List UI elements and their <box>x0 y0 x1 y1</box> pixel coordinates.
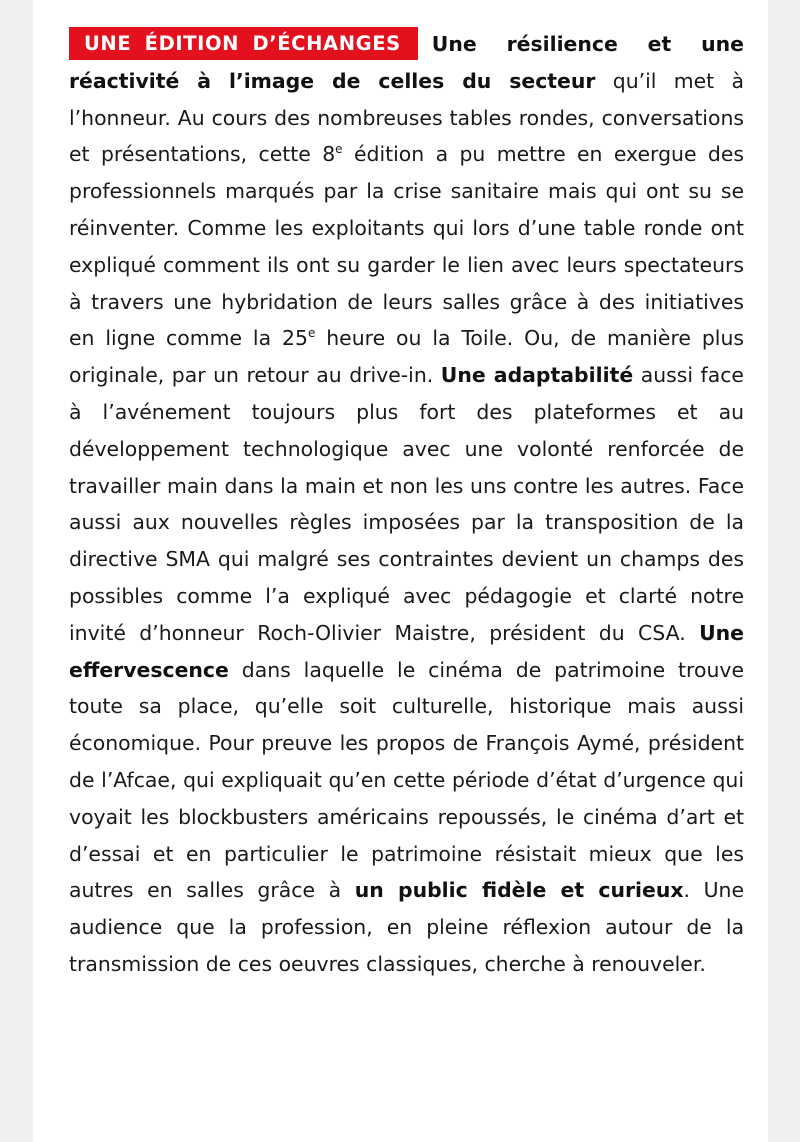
emphasis-effervescence: Une effervescence <box>69 620 744 682</box>
emphasis-adaptabilite: Une adaptabilité <box>440 363 634 388</box>
body-text-4: aussi face à l’avénement toujours plus fort des plateformes et au développement technologique avec une volonté renforcée de travailler main dans la main et non les uns contre les autres. Face aussi aux nouvelles règles imposées par la transposition de la directive SMA qui malgré ses contraintes devient un champs des possibles comme l’a expliqué avec pédagogie et clarté notre invité d’honneur Roch-Olivier Maistre, président du CSA. <box>69 363 744 645</box>
article-body <box>69 26 744 983</box>
page <box>33 0 768 1142</box>
body-text-6: . Une audience que la profession, en pleine réflexion autour de la transmission de ces oeuvres classiques, cherche à renouveler. <box>69 878 744 976</box>
section-kicker: UNE ÉDITION D’ÉCHANGES <box>69 27 418 60</box>
ordinal-suffix-1: e <box>335 142 343 157</box>
emphasis-public-fidele: un public fidèle et curieux <box>354 878 684 903</box>
body-text-1: qu’il met à l’honneur. Au cours des nombreuses tables rondes, conversations et présentations, cette 8 <box>69 68 744 167</box>
ordinal-suffix-2: e <box>307 326 316 341</box>
body-text-5: dans laquelle le cinéma de patrimoine trouve toute sa place, qu’elle soit culturelle, historique mais aussi économique. Pour preuve les propos de François Aymé, président de l’Afcae, qui expliquait qu’en cette période d’état d’urgence qui voyait les blockbusters américains repoussés, le cinéma d’art et d’essai et en particulier le patrimoine résistait mieux que les autres en salles grâce à <box>69 657 744 903</box>
body-text-3: heure ou la Toile. Ou, de manière plus originale, par un retour au drive-in. <box>69 326 744 388</box>
lead-phrase: Une résilience et une réactivité à l’image de celles du secteur <box>69 32 744 93</box>
body-text-2: édition a pu mettre en exergue des professionnels marqués par la crise sanitaire mais qui ont su se réinventer. Comme les exploitants qui lors d’une table ronde ont expliqué comment ils ont su garder le lien avec leurs spectateurs à travers une hybridation de leurs salles grâce à des initiatives en ligne comme la 25 <box>69 142 744 351</box>
